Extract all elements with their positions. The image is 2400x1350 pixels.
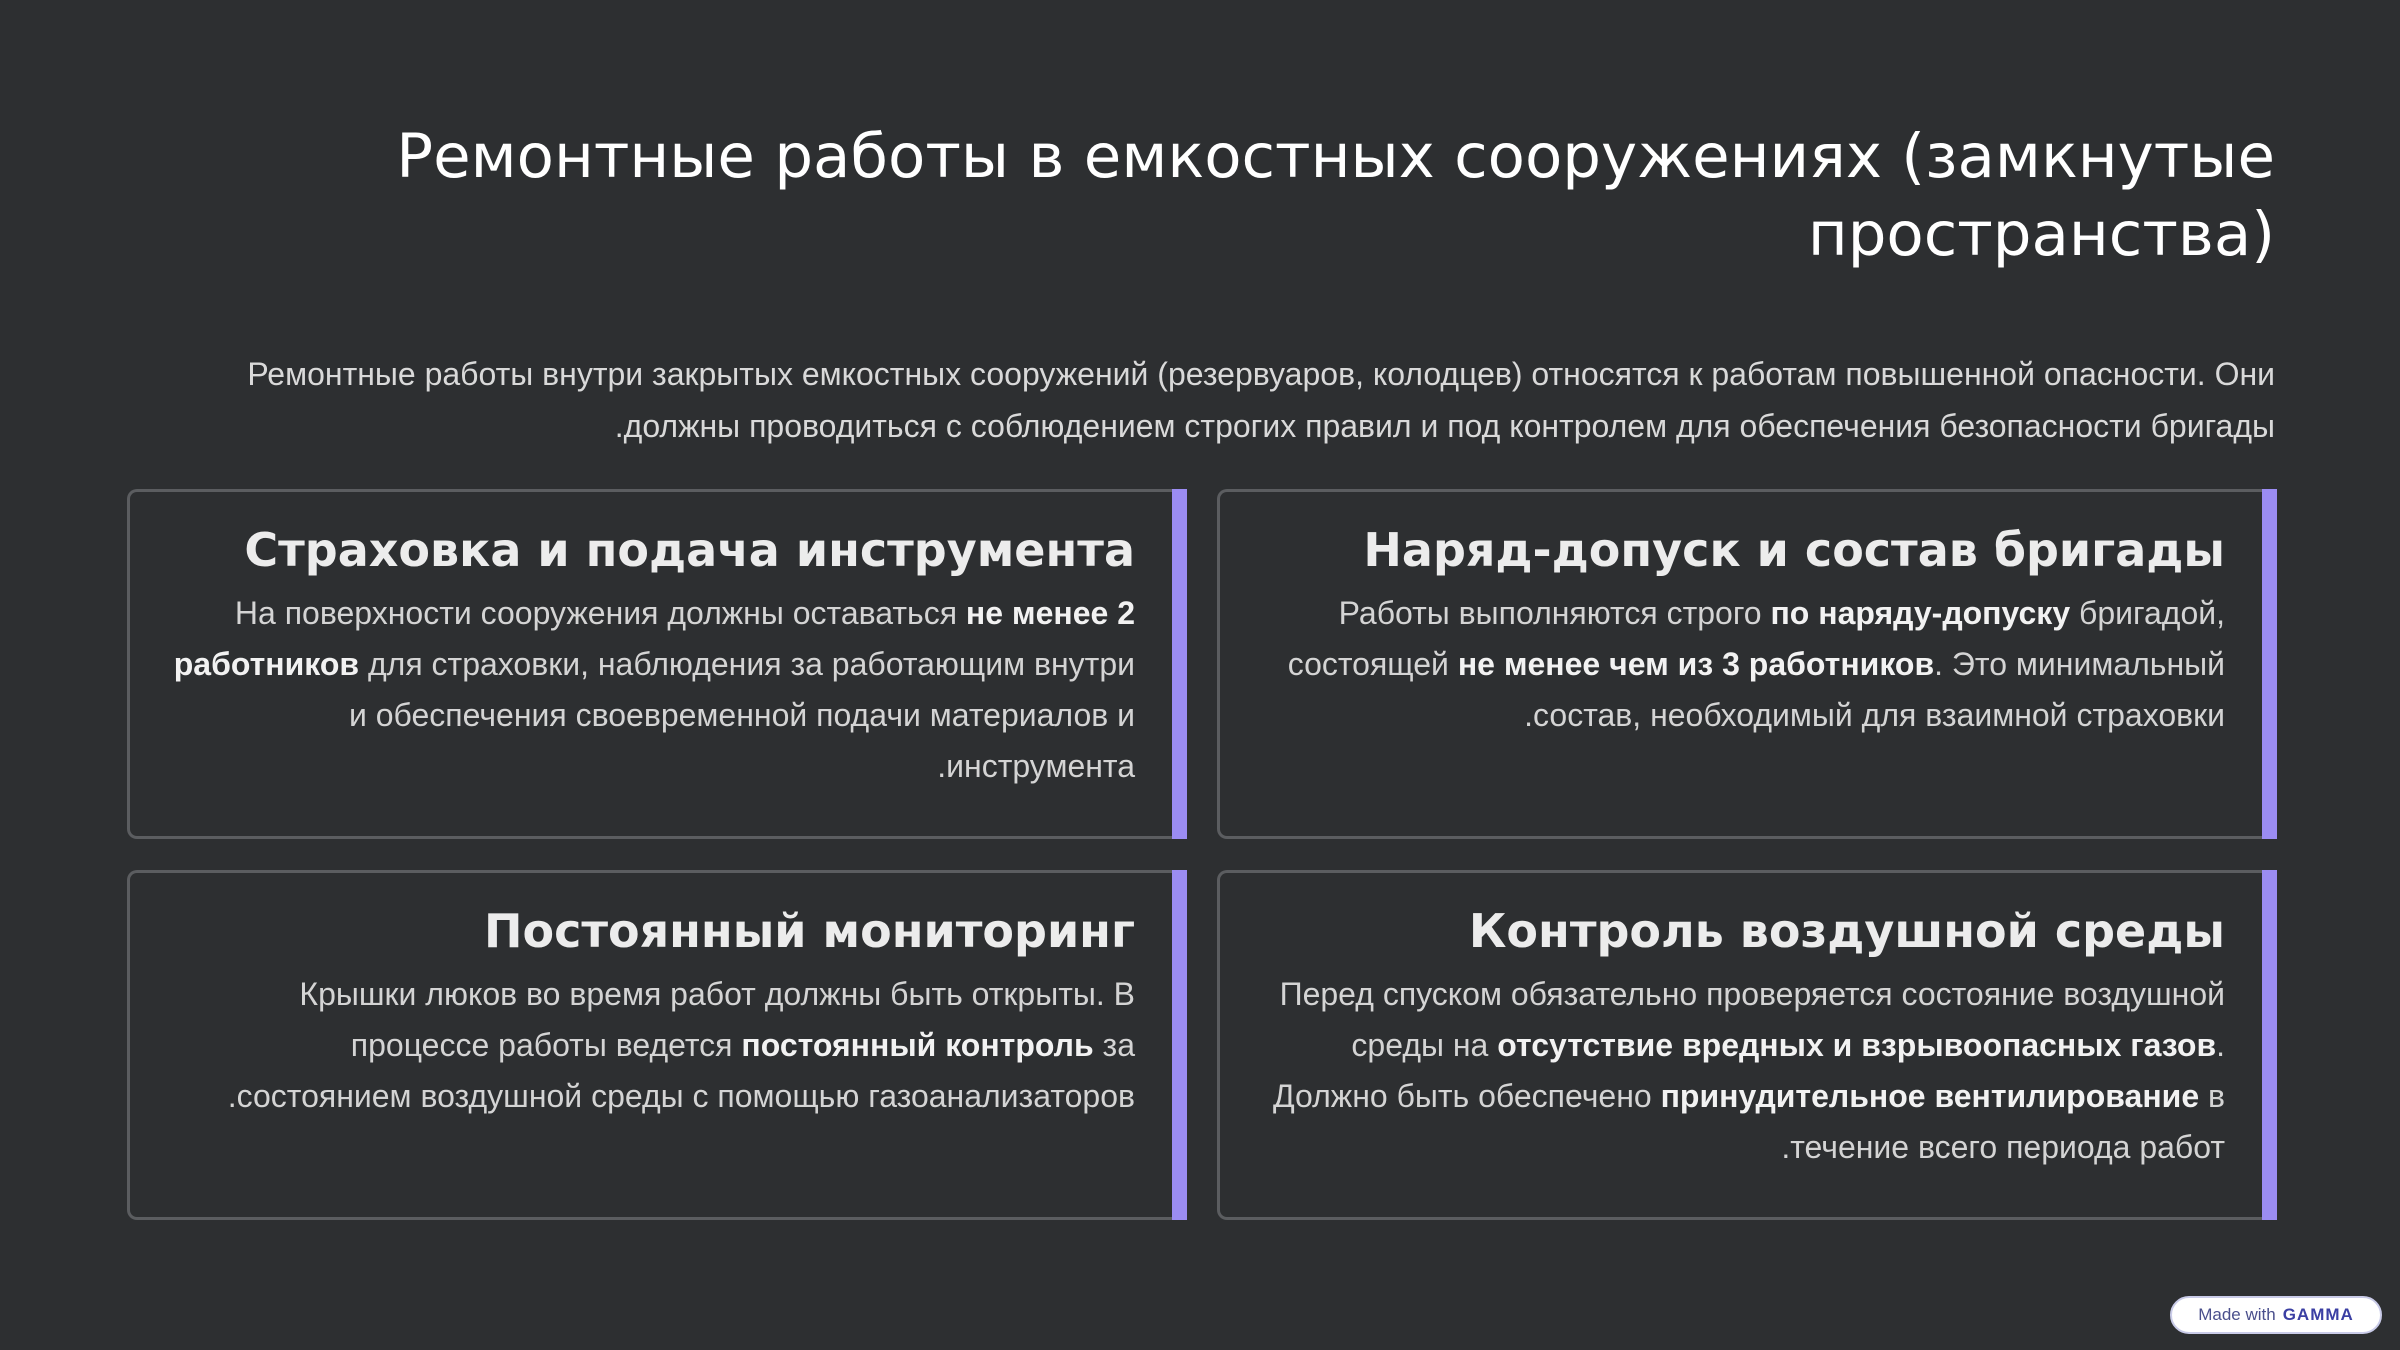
made-with-gamma-badge[interactable] xyxy=(2170,1296,2382,1334)
card-insurance xyxy=(127,489,1187,839)
card-title: Постоянный мониторинг xyxy=(483,904,1135,958)
card-body-emphasis: отсутствие вредных и взрывоопасных газов xyxy=(1497,1027,2217,1063)
card-air-control xyxy=(1217,870,2277,1220)
card-body-emphasis: не менее чем из 3 работников xyxy=(1457,646,1935,682)
card-body-emphasis: по наряду-допуску xyxy=(1770,595,2071,631)
card-body xyxy=(170,969,1135,1122)
accent-bar xyxy=(1172,489,1187,839)
card-body xyxy=(1260,969,2225,1173)
gamma-logo: GAMMA xyxy=(2282,1305,2354,1324)
card-body-emphasis: постоянный контроль xyxy=(741,1027,1094,1063)
card-body-text: для страховки, наблюдения за работающим внутри и обеспечения своевременной подачи материалов и инструмента. xyxy=(348,646,1135,784)
card-body xyxy=(170,588,1135,792)
card-body-text: за состоянием воздушной среды с помощью газоанализаторов. xyxy=(227,1027,1135,1114)
accent-bar xyxy=(2262,489,2277,839)
card-monitoring xyxy=(127,870,1187,1220)
card-title: Страховка и подача инструмента xyxy=(244,523,1135,577)
card-body-text: Крышки люков во время работ должны быть открыты. В процессе работы ведется xyxy=(299,976,1135,1063)
card-permit xyxy=(1217,489,2277,839)
card-body-text: в течение всего периода работ. xyxy=(1781,1078,2225,1165)
card-body-text: Перед спуском обязательно проверяется состояние воздушной среды на xyxy=(1279,976,2225,1063)
made-with-label: Made with xyxy=(2198,1305,2276,1324)
slide-intro: Ремонтные работы внутри закрытых емкостных сооружений (резервуаров, колодцев) относятся к работам повышенной опасности. Они должны проводиться с соблюдением строгих правил и под контролем для обеспечения безопасности бригады. xyxy=(247,356,2275,444)
slide-title: Ремонтные работы в емкостных сооружениях (замкнутые пространства) xyxy=(396,121,2275,270)
card-title: Контроль воздушной среды xyxy=(1468,904,2225,958)
card-body-text: Работы выполняются строго xyxy=(1338,595,1771,631)
card-body-emphasis: принудительное вентилирование xyxy=(1660,1078,2200,1114)
card-body-text: . Это минимальный состав, необходимый для взаимной страховки. xyxy=(1524,646,2225,733)
card-body xyxy=(1260,588,2225,741)
accent-bar xyxy=(1172,870,1187,1220)
card-body-text: . Должно быть обеспечено xyxy=(1273,1027,2225,1114)
card-body-emphasis: не менее 2 работников xyxy=(173,595,1135,682)
card-body-text: На поверхности сооружения должны оставаться xyxy=(234,595,966,631)
card-body-text: бригадой, состоящей xyxy=(1287,595,2225,682)
card-title: Наряд-допуск и состав бригады xyxy=(1363,523,2225,577)
accent-bar xyxy=(2262,870,2277,1220)
